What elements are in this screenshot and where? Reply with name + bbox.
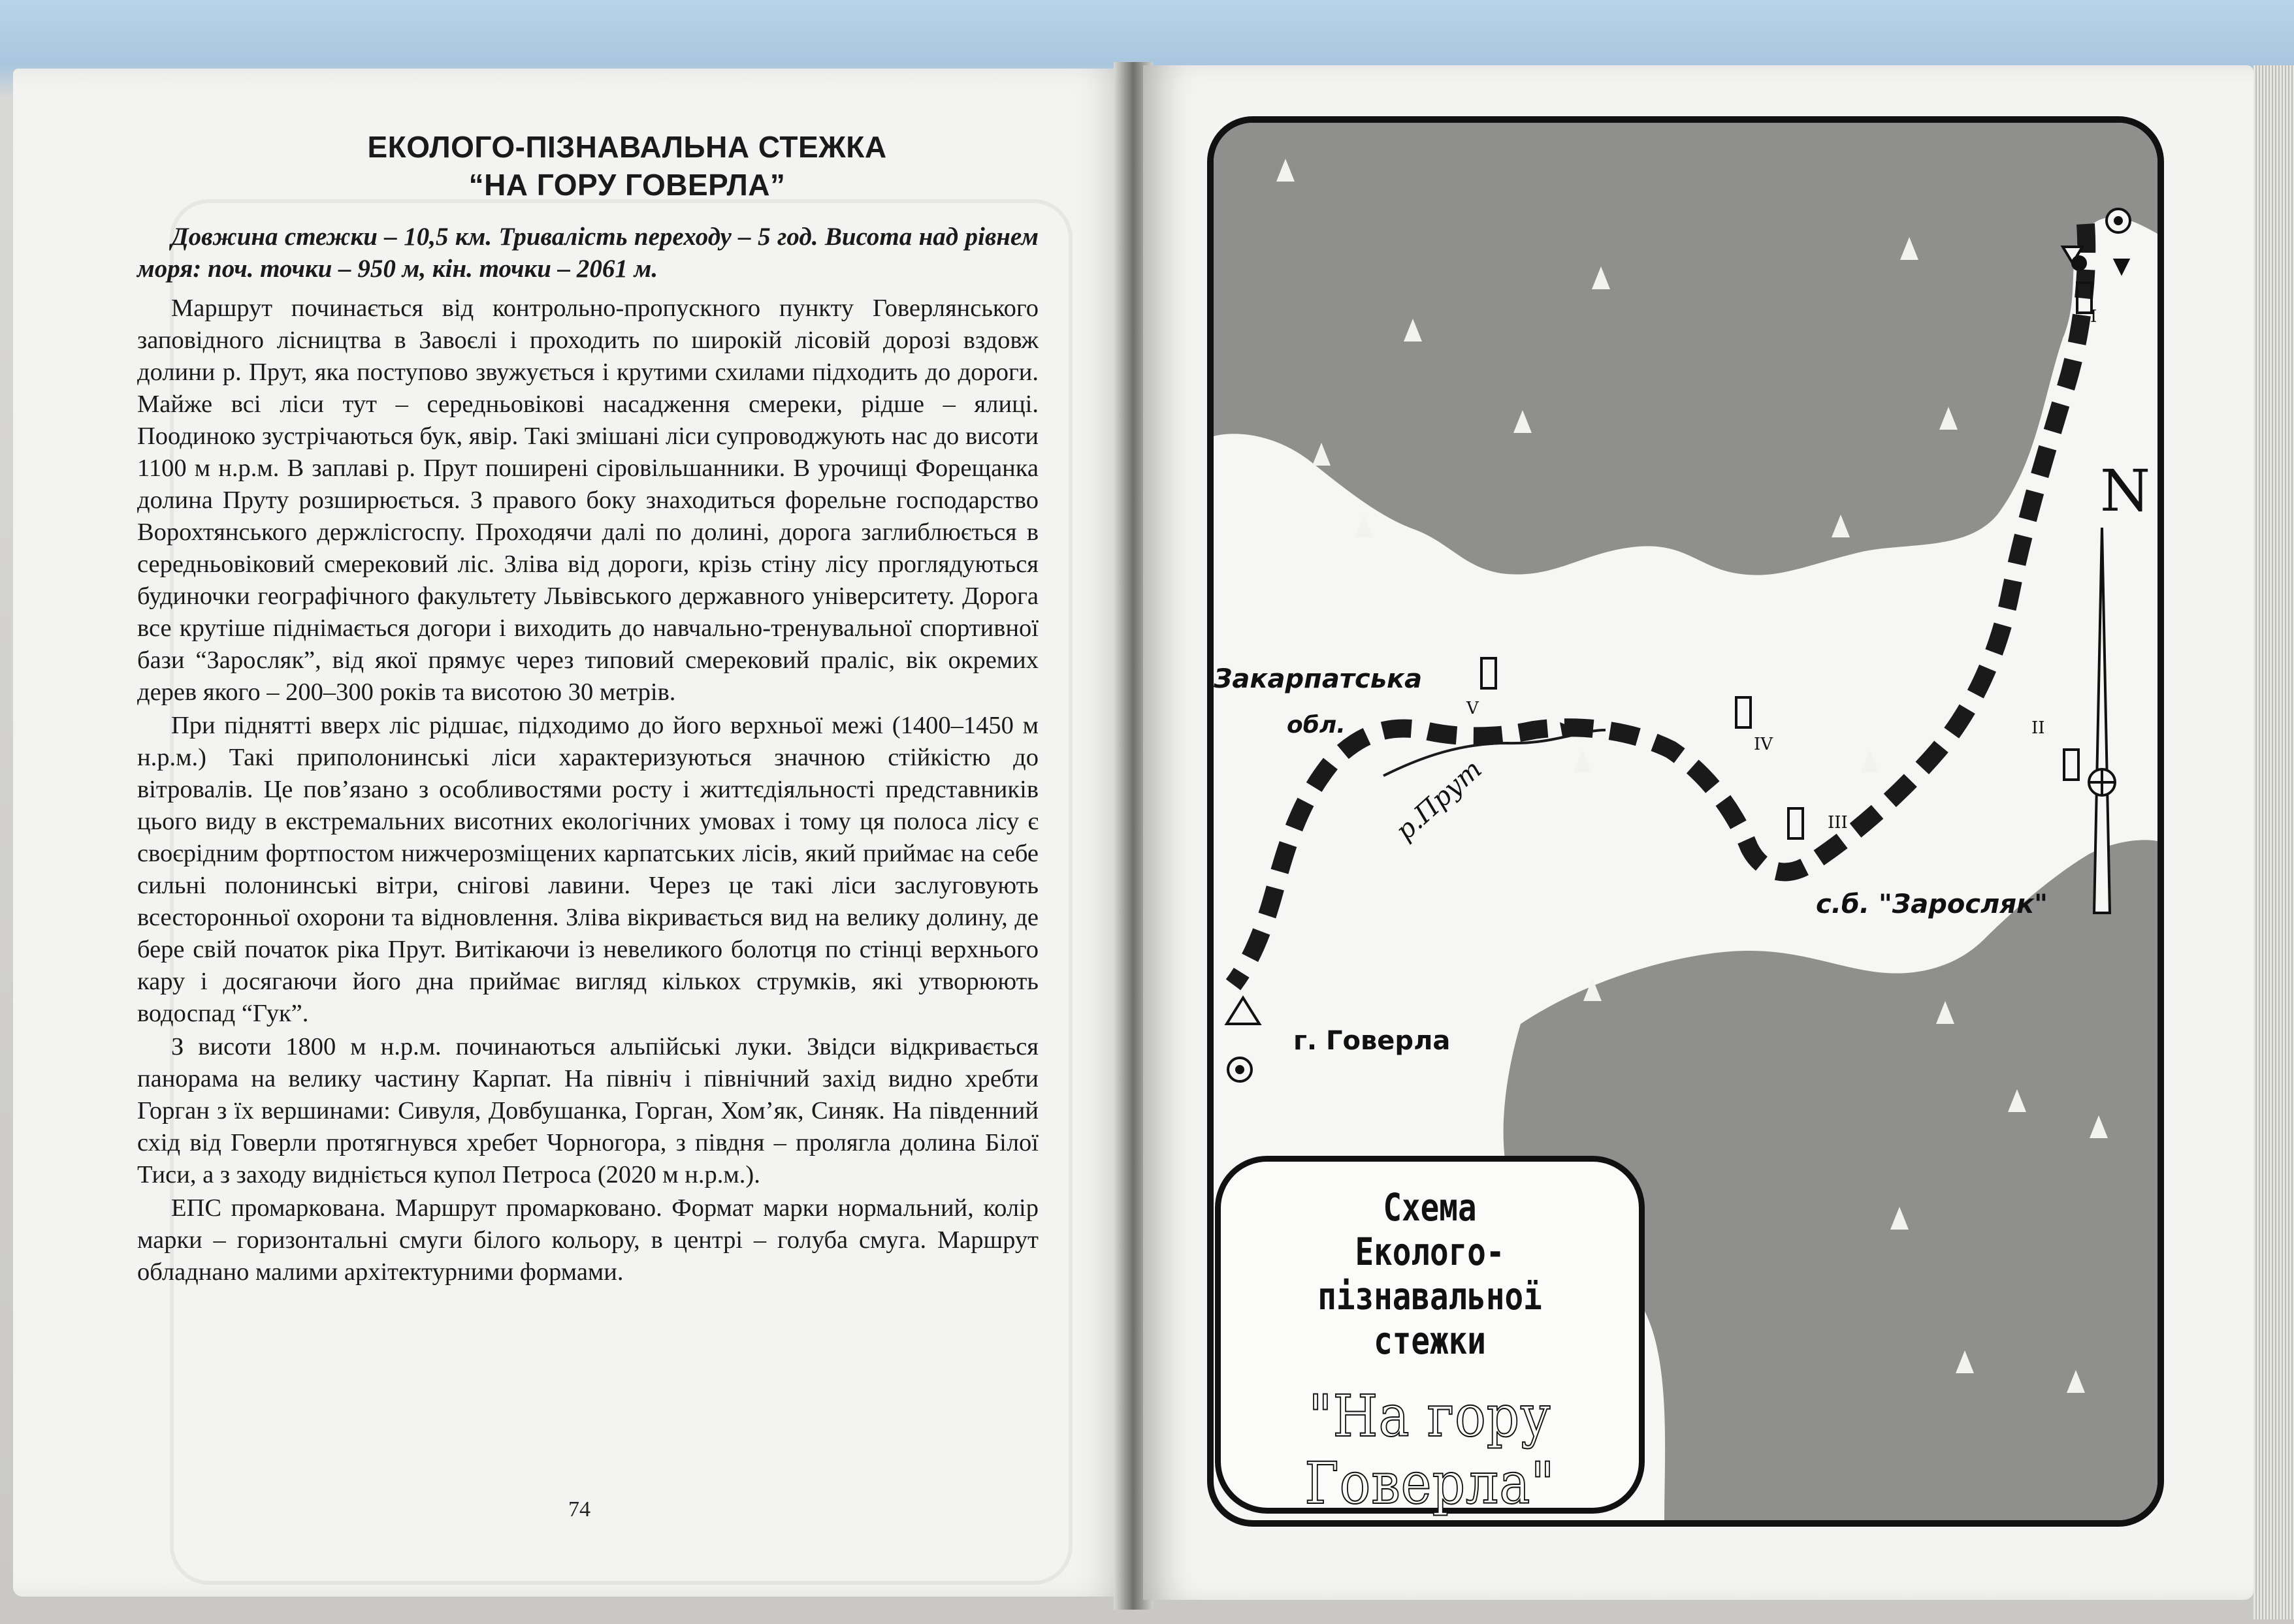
stop-label-1: I (2090, 307, 2097, 326)
region-label-suffix: обл. (1287, 712, 1346, 739)
page-title-line1: ЕКОЛОГО-ПІЗНАВАЛЬНА СТЕЖКА (367, 130, 887, 164)
stop-label-3: III (1828, 813, 1848, 833)
river-label: р.Прут (1390, 754, 1488, 847)
article-body (137, 221, 1039, 1290)
forest-area-north (1214, 123, 2157, 575)
page-number: 74 (568, 1497, 590, 1521)
legend-route-text: "На гору Говерла" (1304, 1382, 1555, 1517)
paragraph-alpine-meadows: З висоти 1800 м н.р.м. починаються альпійські луки. Звідси відкривається панорама на велику частину Карпат. На північ і північний захід видно хребти Горган з їх вершинами: Сивуля, Довбушанка, Горган, Хом’як, Синяк. На південний схід від Говерли протягнувся хребет Чорногора, з півдня – пролягла долина Білої Тиси, а з заходу видніється купол Петроса (2020 м н.р.м.). (137, 1033, 1039, 1188)
summit-marker (1227, 998, 1259, 1081)
stop-label-5: V (1466, 699, 1479, 718)
legend-title-line3: стежки (1374, 1318, 1486, 1363)
region-label: Закарпатська (1214, 664, 1423, 694)
page-title-line2: “НА ГОРУ ГОВЕРЛА” (468, 168, 786, 202)
stop-label-2: II (2031, 718, 2045, 738)
paragraph-marking: ЕПС промаркована. Маршрут промарковано. Формат марки нормальний, колір марки – горизонтальні смуги білого кольору, в центрі – голуба смуга. Маршрут обладнано малими архітектурними формами. (137, 1194, 1039, 1286)
legend-title-line2: Еколого-пізнавальної (1317, 1230, 1542, 1318)
legend-route-name (1242, 1382, 1618, 1517)
north-label: N (2100, 457, 2150, 524)
trail-summary: Довжина стежки – 10,5 км. Тривалість переходу – 5 год. Висота над рівнем моря: поч. точки – 950 м, кін. точки – 2061 м. (137, 223, 1039, 283)
page-edges (2254, 65, 2294, 1619)
paragraph-forest-limit: При піднятті вверх ліс рідшає, підходимо до його верхньої межі (1400–1450 м н.р.м.) Такі приполонинські ліси характеризуються значною стійкістю до вітровалів. Це пов’язано з особливостями росту і життєдіяльності представників цього виду в екстремальних висотних екологічних умовах і тому ця полоса лісу є своєрідним фортпостом нижчерозміщених карпатських лісів, який приймає на себе сильні полонинські вітри, снігові лавини. Через це такі ліси заслуговують всесторонньої охорони та відновлення. Зліва вікривається вид на велику долину, де бере свій початок ріка Прут. Витікаючи із невеликого болотця по стінці верхнього кару і досягаючи його дна приймає вигляд кількох струмків, які утворюють водоспад “Гук”. (137, 712, 1039, 1027)
hoverla-peak-label: г. Говерла (1293, 1026, 1451, 1056)
map-legend (1215, 1156, 1645, 1517)
zarosliak-base-label: с.б. "Заросляк" (1816, 889, 2048, 919)
stop-label-4: IV (1754, 735, 1773, 754)
paragraph-route: Маршрут починається від контрольно-пропускного пункту Говерлянського заповідного лісництва в Завоєлі і проходить по широкій лісовій дорозі вздовж долини р. Прут, яка поступово звужується і крутими схилами підходить до дороги. Майже всі ліси тут – середньовікові насадження смереки, рідше – ялиці. Поодиноко зустрічаються бук, явір. Такі змішані ліси супроводжують нас до висоти 1100 м н.р.м. В заплаві р. Прут поширені сіровільшанники. В урочищі Форещанка долина Пруту розширюється. З правого боку знаходиться форельне господарство Ворохтянського держлісгоспу. Проходячи далі по долині, дорога заглиблюється в середньовіковий смерековий ліс. Зліва від дороги, крізь стіну лісу проглядуються будиночки географічного факультету Львівського державного університету. Дорога все крутіше піднімається догори і виходить до навчально-тренувальної спортивної бази “Заросляк”, від якої прямує через типовий смерековий праліс, вік окремих дерев якого – 200–300 років та висотою 30 метрів. (137, 295, 1039, 706)
legend-title-line1: Схема (1383, 1185, 1477, 1230)
